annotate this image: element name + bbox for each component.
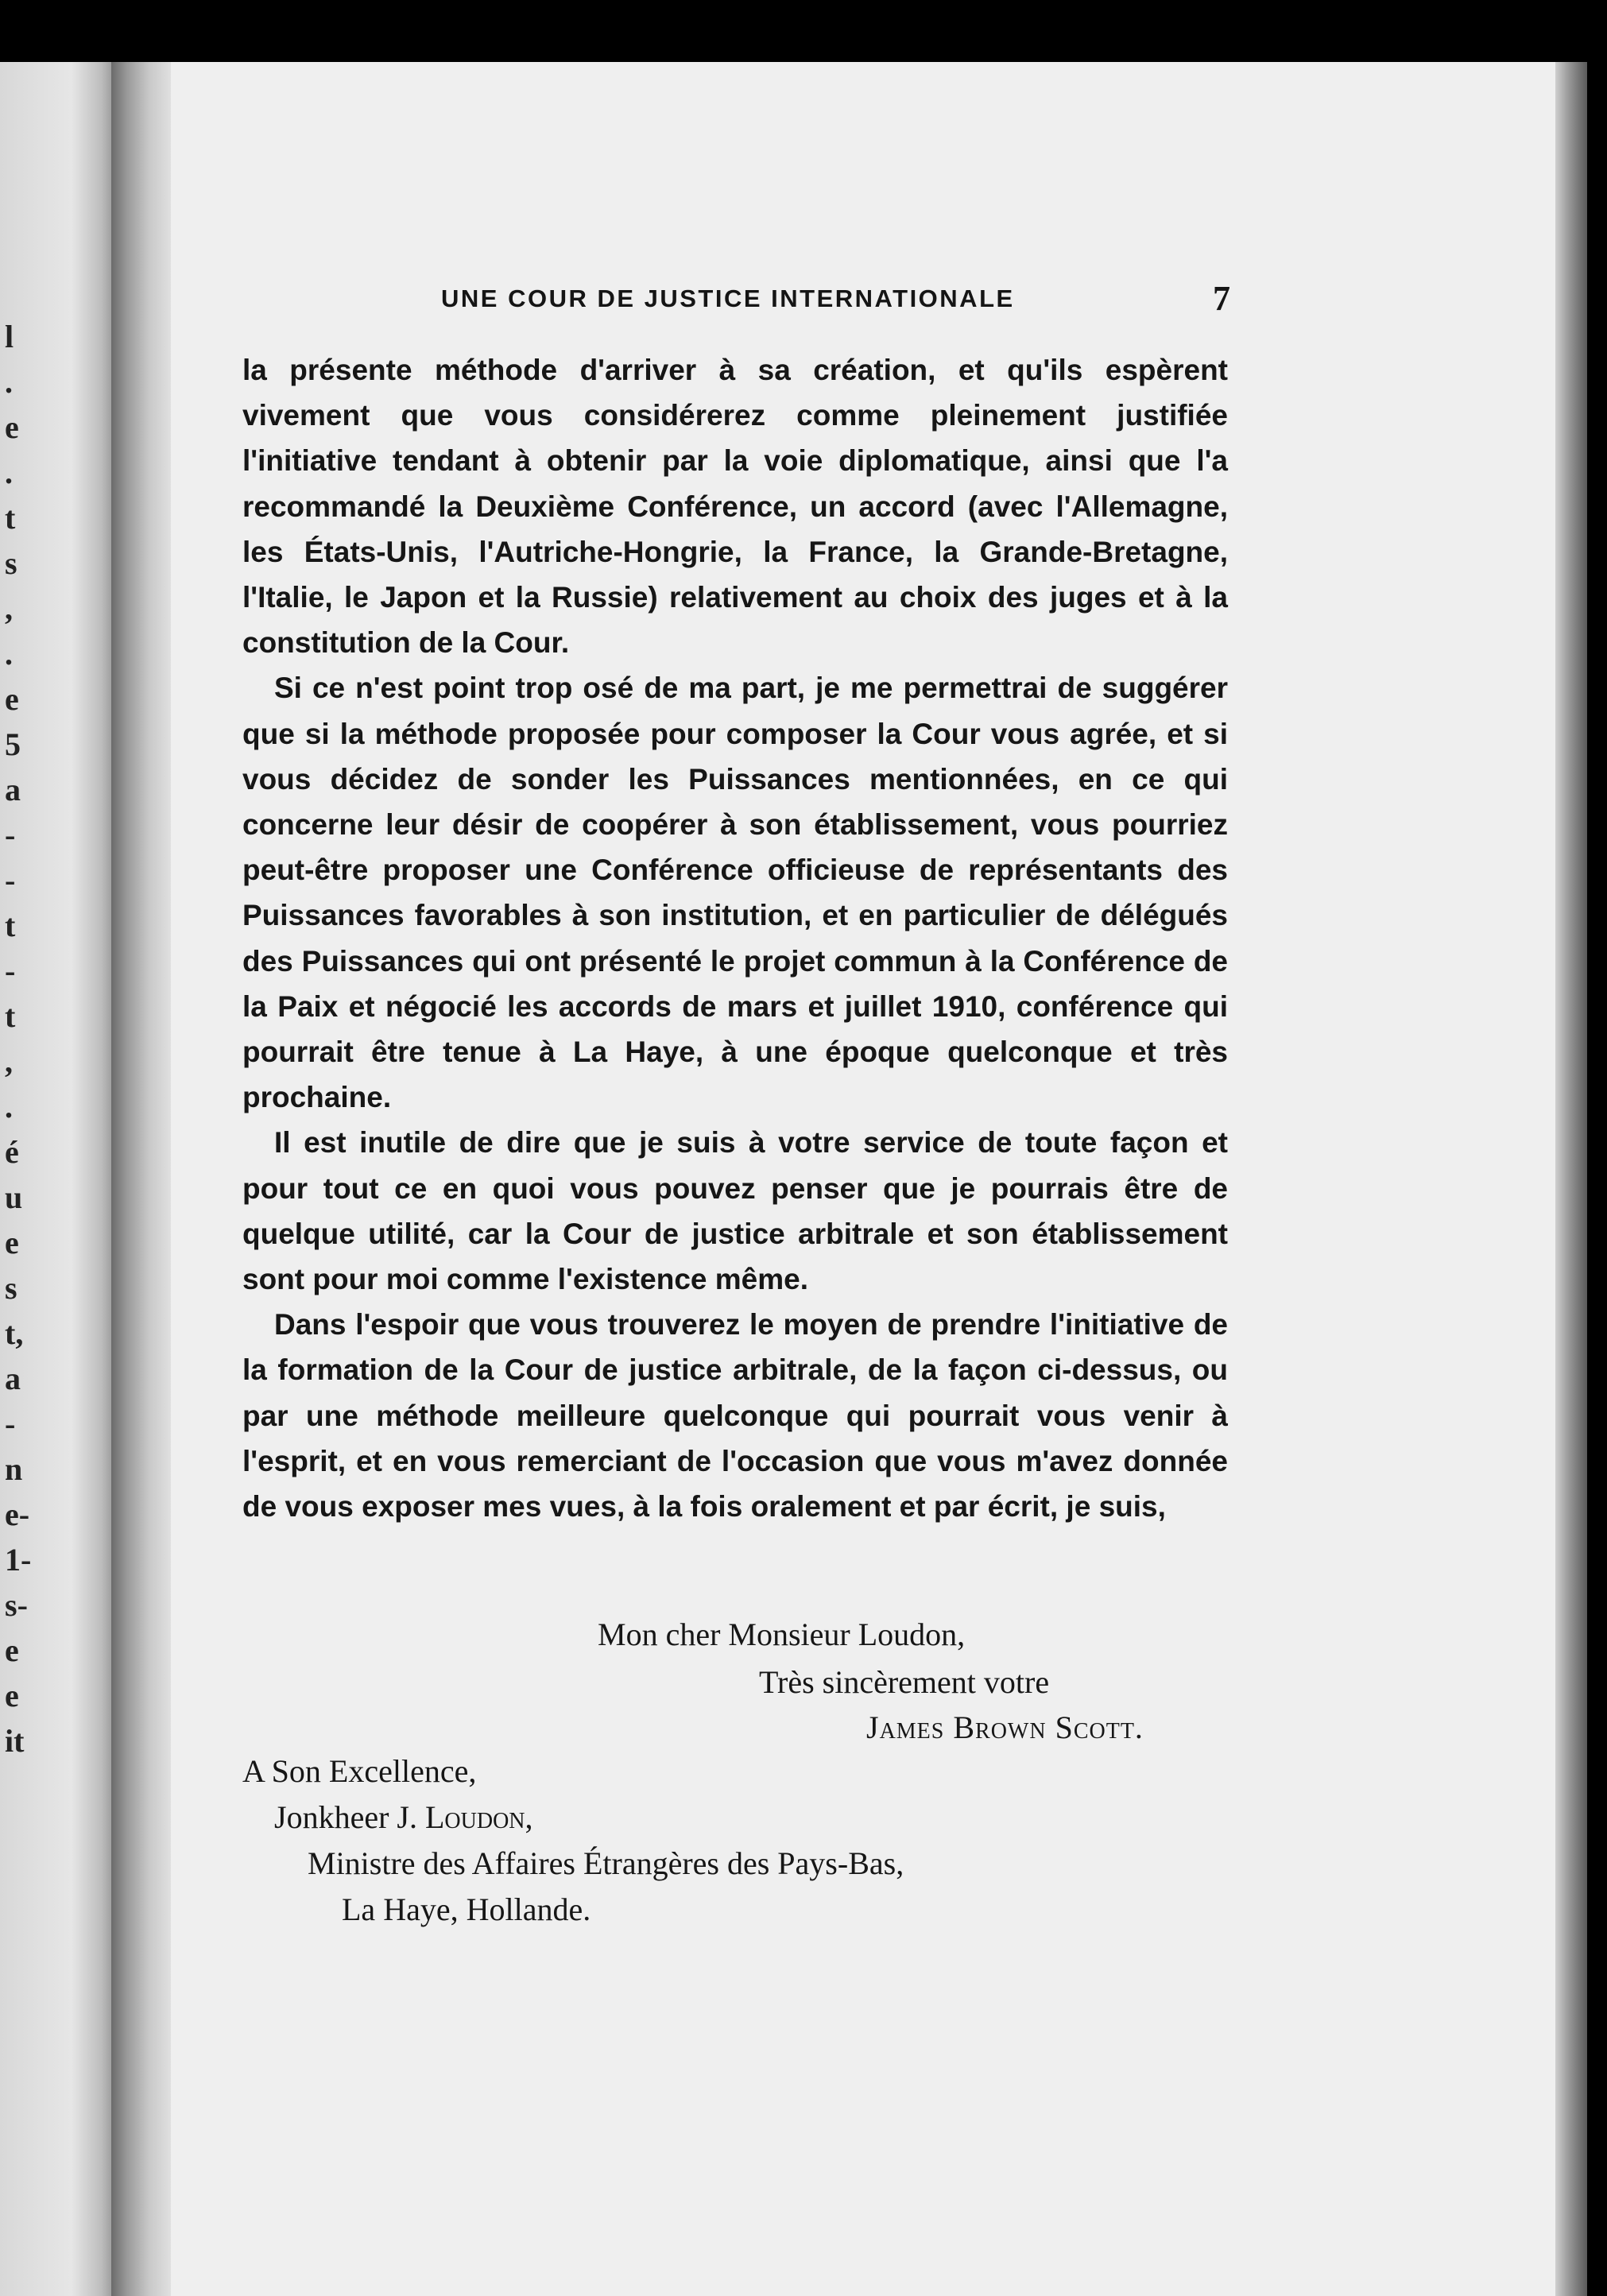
left-page-text-fragments bbox=[0, 62, 32, 2296]
left-page-fragment: e- bbox=[5, 1496, 30, 1532]
book-gutter bbox=[111, 62, 175, 2296]
left-page-fragment: e bbox=[5, 1678, 19, 1713]
address-line: Ministre des Affaires Étrangères des Pays-Bas, bbox=[308, 1845, 904, 1881]
recipient-address bbox=[242, 1748, 904, 1933]
address-line: La Haye, Hollande. bbox=[342, 1891, 591, 1927]
left-page-fragment: s- bbox=[5, 1587, 28, 1623]
left-page-fragment: e bbox=[5, 409, 19, 445]
left-page-fragment: e bbox=[5, 1632, 19, 1668]
left-page-fragment: . bbox=[5, 364, 13, 400]
paragraph: la présente méthode d'arriver à sa création, et qu'ils espèrent vivement que vous considérerez comme pleinement justifiée l'initiative tendant à obtenir par la voie diplomatique, ainsi que l'a recommandé la Deuxième Conférence, un accord (avec l'Allemagne, les États-Unis, l'Autriche-Hongrie, la France, la Grande-Bretagne, l'Italie, le Japon et la Russie) relativement au choix des juges et à la constitution de la Cour. bbox=[242, 354, 1228, 660]
recipient-name: Loudon, bbox=[424, 1799, 533, 1835]
left-page-fragment: - bbox=[5, 1406, 16, 1442]
left-page-fragment: t bbox=[5, 998, 16, 1034]
left-page-fragment: it bbox=[5, 1723, 25, 1759]
complimentary-close: Très sincèrement votre bbox=[759, 1664, 1050, 1700]
running-head bbox=[441, 278, 1228, 326]
left-page-fragment: . bbox=[5, 636, 13, 672]
left-page-fragment: - bbox=[5, 817, 16, 853]
address-prefix: Jonkheer J. bbox=[274, 1799, 425, 1835]
left-page-fragment: a bbox=[5, 1361, 21, 1396]
left-page-fragment: t, bbox=[5, 1315, 24, 1351]
page-right-edge bbox=[1555, 62, 1587, 2296]
left-page-fragment: l bbox=[5, 319, 14, 354]
left-page-fragment: s bbox=[5, 1270, 17, 1306]
paragraph: Il est inutile de dire que je suis à votre service de toute façon et pour tout ce en quoi vous pouvez penser que je pourrais être de quelque utilité, car la Cour de justice arbitrale et son établissement sont pour moi comme l'existence même. bbox=[242, 1126, 1228, 1296]
address-line: A Son Excellence, bbox=[242, 1753, 477, 1789]
left-page-fragment: t bbox=[5, 500, 16, 536]
running-head-title: UNE COUR DE JUSTICE INTERNATIONALE bbox=[441, 285, 1015, 312]
left-page-fragment: e bbox=[5, 1225, 19, 1260]
left-page-fragment: . bbox=[5, 1089, 13, 1125]
left-page-fragment: - bbox=[5, 862, 16, 898]
left-page-fragment: , bbox=[5, 1043, 13, 1079]
left-page-fragment: e bbox=[5, 681, 19, 717]
page-number: 7 bbox=[1213, 279, 1230, 318]
signature: James Brown Scott. bbox=[866, 1709, 1144, 1745]
left-page-fragment: 5 bbox=[5, 726, 21, 762]
left-page-fragment: t bbox=[5, 908, 16, 943]
left-page-fragment: . bbox=[5, 455, 13, 490]
left-page-fragment: - bbox=[5, 953, 16, 989]
left-page-fragment: n bbox=[5, 1451, 23, 1487]
left-page-fragment: u bbox=[5, 1179, 23, 1215]
left-page-edge bbox=[0, 62, 119, 2296]
paragraph: Si ce n'est point trop osé de ma part, je me permettrai de suggérer que si la méthode proposée pour composer la Cour vous agrée, et si vous décidez de sonder les Puissances mentionnées, en ce qui concerne leur désir de coopérer à son établissement, vous pourriez peut-être proposer une Conférence officieuse de représentants des Puissances favorables à son institution, et en particulier de délégués des Puissances qui ont présenté le projet commun à la Conférence de la Paix et négocié les accords de mars et juillet 1910, conférence qui pourrait être tenue à La Haye, à une époque quelconque et très prochaine. bbox=[242, 672, 1228, 1114]
left-page-fragment: , bbox=[5, 590, 13, 626]
left-page-fragment: a bbox=[5, 772, 21, 807]
address-line bbox=[274, 1795, 904, 1841]
salutation: Mon cher Monsieur Loudon, bbox=[598, 1616, 966, 1652]
paragraph: Dans l'espoir que vous trouverez le moyen de prendre l'initiative de la formation de la Cour de justice arbitrale, de la façon ci-dessus, ou par une méthode meilleure quelconque qui pourrait vous venir à l'esprit, et en vous remerciant de l'occasion que vous m'avez donnée de vous exposer mes vues, à la fois oralement et par écrit, je suis, bbox=[242, 1308, 1228, 1524]
letter-body bbox=[242, 347, 1228, 1529]
left-page-fragment: é bbox=[5, 1134, 19, 1170]
left-page-fragment: 1- bbox=[5, 1542, 32, 1578]
left-page-fragment: s bbox=[5, 545, 17, 581]
